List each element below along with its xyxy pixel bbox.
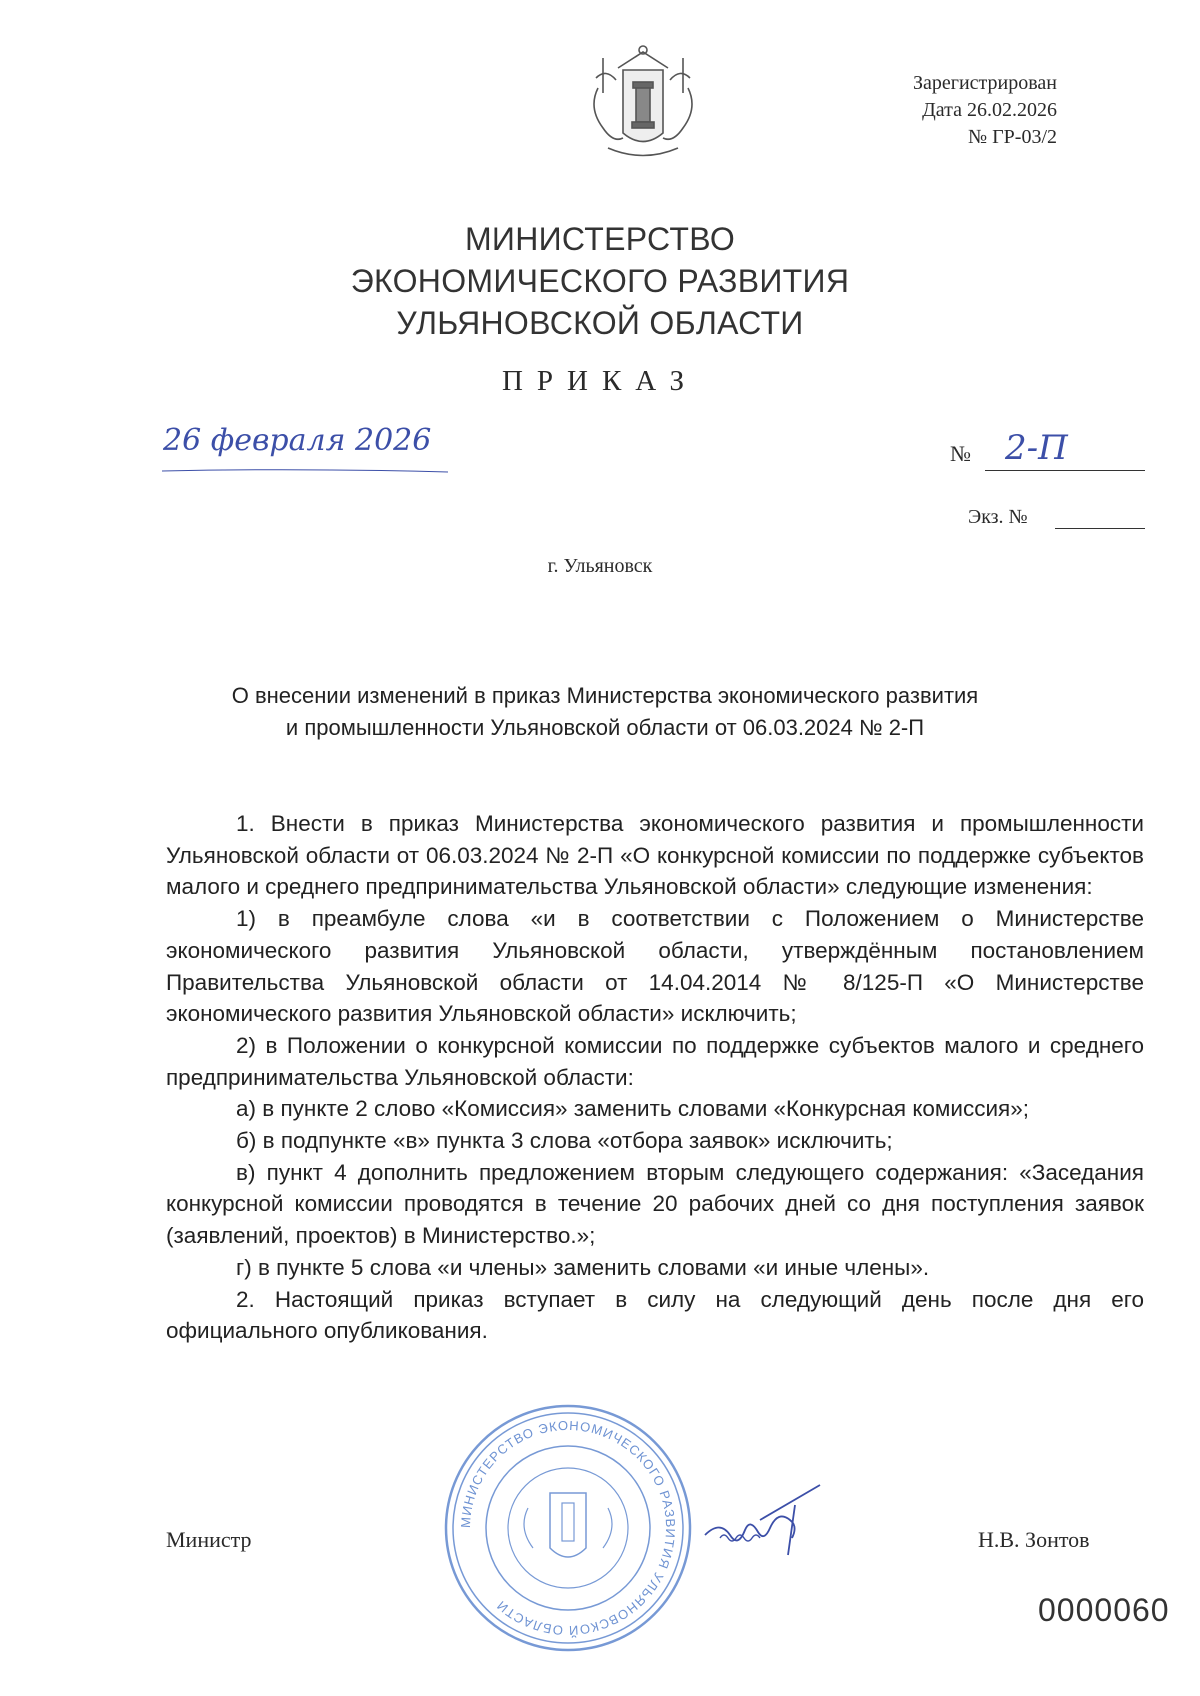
ministry-line-1: МИНИСТЕРСТВО — [464, 221, 736, 257]
registration-block — [913, 70, 1057, 151]
copy-number-line — [1055, 528, 1145, 529]
order-title: ПРИКАЗ — [501, 365, 699, 397]
body-paragraph: в) пункт 4 дополнить предложением вторым следующего содержания: «Заседания конкурсной комиссии проводятся в течение 20 рабочих дней со дня поступления заявок (заявлений, проектов) в Министерство.»; — [166, 1159, 1144, 1249]
body-paragraph: б) в подпункте «в» пункта 3 слова «отбора заявок» исключить; — [236, 1128, 893, 1154]
date-underline-stroke — [160, 467, 450, 475]
signer-name: Н.В. Зонтов — [978, 1527, 1090, 1552]
stamp-text: МИНИСТЕРСТВО ЭКОНОМИЧЕСКОГО РАЗВИТИЯ УЛЬЯНОВСКОЙ ОБЛАСТИ — [457, 1417, 679, 1639]
official-stamp-icon — [438, 1398, 698, 1658]
ministry-line-3: УЛЬЯНОВСКОЙ ОБЛАСТИ — [396, 305, 804, 341]
copy-number-label: Экз. № — [968, 506, 1028, 528]
svg-text:МИНИСТЕРСТВО ЭКОНОМИЧЕСКОГО РА — [458, 1418, 678, 1638]
registration-status: Зарегистрирован — [912, 72, 1057, 94]
ministry-line-2: ЭКОНОМИЧЕСКОГО РАЗВИТИЯ — [350, 263, 850, 299]
handwritten-signature — [700, 1480, 830, 1560]
body-paragraph: 1) в преамбуле слова «и в соответствии с Положением о Министерстве экономического развития Ульяновской области, утверждённым постановлением Правительства Ульяновской области от 14.04.2014 № 8/125-П «О Министерстве экономического развития Ульяновской области» исключить; — [166, 906, 1144, 1027]
order-body — [166, 808, 1144, 1347]
body-paragraph: 2. Настоящий приказ вступает в силу на следующий день после дня его официального опубликования. — [166, 1286, 1144, 1344]
subject-line-2: и промышленности Ульяновской области от 06.03.2024 № 2-П — [285, 715, 925, 740]
order-number-line — [985, 470, 1145, 471]
body-paragraph: 1. Внести в приказ Министерства экономического развития и промышленности Ульяновской области от 06.03.2024 № 2-П «О конкурсной комиссии по поддержке субъектов малого и среднего предпринимательства Ульяновской области» следующие изменения: — [166, 811, 1144, 900]
handwritten-order-number: 2-П — [1005, 428, 1068, 468]
body-paragraph: а) в пункте 2 слово «Комиссия» заменить словами «Конкурсная комиссия»; — [236, 1096, 1029, 1122]
signer-title: Министр — [166, 1527, 252, 1552]
order-subject — [150, 680, 1060, 744]
registration-date: Дата 26.02.2026 — [922, 99, 1057, 121]
city: г. Ульяновск — [547, 555, 653, 577]
order-number-label: № — [950, 441, 971, 466]
coat-of-arms-icon — [578, 38, 708, 168]
handwritten-date: 26 февраля 2026 — [163, 423, 432, 458]
ministry-name — [300, 218, 900, 344]
serial-number: 0000060 — [1038, 1592, 1170, 1628]
body-paragraph: г) в пункте 5 слова «и члены» заменить словами «и иные члены». — [236, 1254, 930, 1280]
subject-line-1: О внесении изменений в приказ Министерства экономического развития — [231, 683, 979, 708]
body-paragraph: 2) в Положении о конкурсной комиссии по поддержке субъектов малого и среднего предпринимательства Ульяновской области: — [166, 1032, 1144, 1090]
registration-number: № ГР-03/2 — [968, 126, 1057, 148]
